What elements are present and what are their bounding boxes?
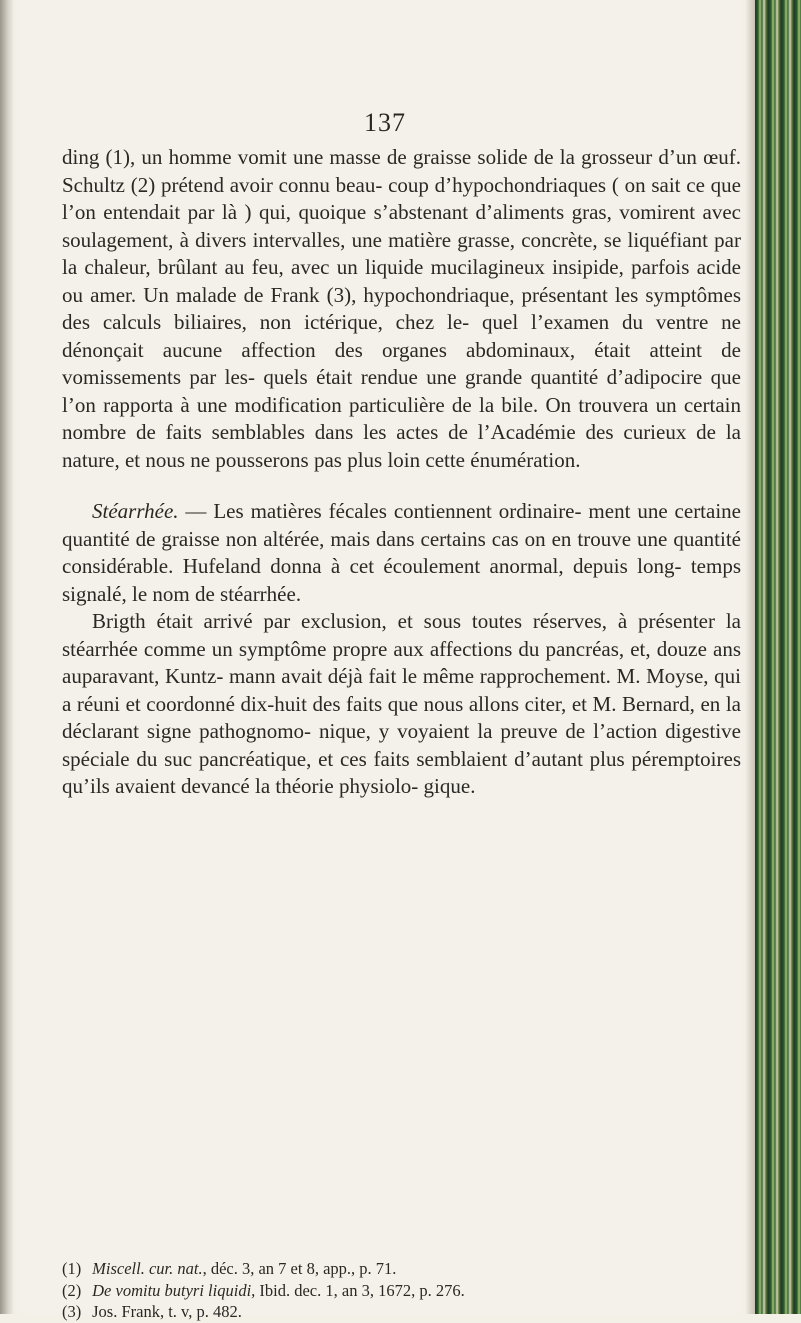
paragraph-brigth-pancreas: Brigth était arrivé par exclusion, et sous toutes réserves, à présenter la stéarrhée comme un symptôme propre aux affections du pancréas, et, douze ans auparavant, Kuntz- mann avait déjà fait le même rapprochement. M. Moyse, qui a réuni et coordonné dix-huit des faits que nous allons citer, et M. Bernard, en la déclarant signe pathognomo- nique, y voyaient la preuve de l’action digestive spéciale du suc pancréatique, et ces faits semblaient d’autant plus péremptoires qu’ils avaient devancé la théorie physiolo- gique. [62, 609, 741, 798]
section-heading-stearrhee: Stéarrhée. [92, 499, 179, 523]
footnote-title: De vomitu butyri liquidi, [92, 1280, 256, 1300]
footnote-reference: Jos. Frank, t. v, p. 482. [92, 1302, 242, 1321]
binding-edge-fade [745, 0, 755, 1314]
paragraph-stearrhea-definition [62, 498, 741, 608]
footnotes [62, 1258, 741, 1323]
paragraph-stearrhea-text: — Les matières fécales contiennent ordinaire- ment une certaine quantité de graisse non altérée, mais dans certains cas on en trouve une quantité considérable. Hufeland donna à cet écoulement anormal, depuis long- temps signalé, le nom de stéarrhée. [62, 499, 741, 606]
footnote-2 [62, 1280, 741, 1302]
footnote-mark: (2) [62, 1280, 82, 1300]
footnote-reference: , déc. 3, an 7 et 8, app., p. 71. [202, 1259, 397, 1278]
book-binding-edge [755, 0, 801, 1314]
footnote-mark: (1) [62, 1259, 82, 1278]
page-number: 137 [364, 108, 406, 137]
page-gutter-shadow [0, 0, 14, 1314]
footnote-mark: (3) [62, 1302, 82, 1321]
body-text [62, 144, 741, 801]
paragraph-vomiting-cases: ding (1), un homme vomit une masse de graisse solide de la grosseur d’un œuf. Schultz (2) prétend avoir connu beau- coup d’hypochondriaques ( on sait ce que l’on entendait par là ) qui, quoique s’abstenant d’aliments gras, vomirent avec soulagement, à divers intervalles, une matière grasse, concrète, se liquéfiant par la chaleur, brûlant au feu, avec un liquide mucilagineux insipide, parfois acide ou amer. Un malade de Frank (3), hypochondriaque, présentant les symptômes des calculs biliaires, non ictérique, chez le- quel l’examen du ventre ne dénonçait aucune affection des organes abdominaux, était atteint de vomissements par les- quels était rendue une grande quantité d’adipocire que l’on rapporta à une modification particulière de la bile. On trouvera un certain nombre de faits semblables dans les actes de l’Académie des curieux de la nature, et nous ne pousserons pas plus loin cette énumération. [62, 145, 741, 472]
footnote-3 [62, 1301, 741, 1323]
footnote-1 [62, 1258, 741, 1280]
footnote-title: Miscell. cur. nat. [92, 1259, 203, 1278]
footnote-reference: Ibid. dec. 1, an 3, 1672, p. 276. [255, 1280, 465, 1300]
